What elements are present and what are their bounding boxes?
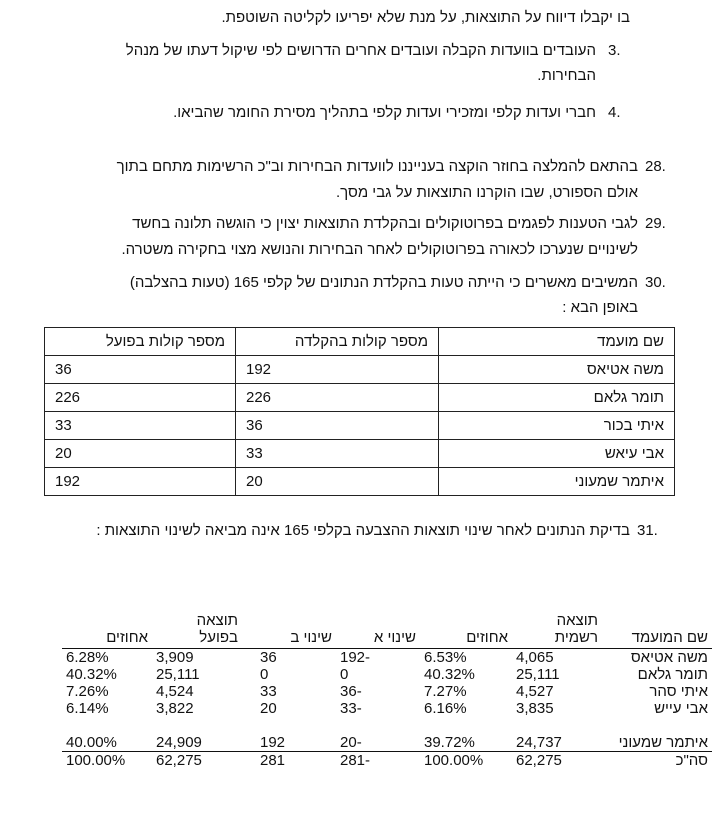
cell-typed: 36 — [236, 412, 439, 440]
table-header-row — [45, 328, 675, 356]
item-4-number: 4. — [608, 104, 621, 121]
cell-pct-official: 100.00% — [424, 752, 484, 769]
table-row — [45, 468, 675, 496]
cell-change-b: 281 — [260, 752, 286, 769]
cell-name: איתמר שמעוני — [602, 717, 712, 752]
cell-change-a: -281 — [340, 752, 371, 769]
paragraph-top: בו יקבלו דיווח על התוצאות, על מנת שלא יפריעו לקליטה השוטפת. — [221, 9, 630, 26]
cell-actual: 226 — [45, 384, 236, 412]
paragraph-28-number: 28. — [645, 158, 666, 175]
cell-pct-official: 40.32% — [424, 666, 475, 683]
table-row — [62, 717, 712, 752]
cell-pct-official: 6.53% — [424, 649, 467, 666]
table-row — [45, 356, 675, 384]
paragraph-30-number: 30. — [645, 274, 666, 291]
cell-actual: 192 — [45, 468, 236, 496]
paragraph-30-line1: המשיבים מאשרים כי הייתה טעות בהקלדת הנתונים של קלפי 165 (טעות בהצלבה) — [129, 274, 638, 291]
cell-official: 3,835 — [516, 700, 554, 717]
cell-typed: 226 — [236, 384, 439, 412]
cell-actual: 3,822 — [156, 700, 194, 717]
header-typed-votes: מספר קולות בהקלדה — [236, 328, 439, 356]
header-change-a: שינוי א — [336, 612, 420, 649]
table-row — [45, 440, 675, 468]
paragraph-29-line1: לגבי הטענות לפגמים בפרוטוקולים ובהקלדת התוצאות יצוין כי הוגשה תלונה בחשד — [132, 215, 638, 232]
cell-actual: 4,524 — [156, 683, 194, 700]
header-official-result: תוצאה רשמית — [512, 612, 602, 649]
item-3-line1: העובדים בוועדות הקבלה ועובדים אחרים הדרושים לפי שיקול דעתו של מנהל — [125, 42, 596, 59]
cell-actual: 25,111 — [156, 666, 200, 683]
cell-change-a: -33 — [340, 700, 362, 717]
cell-change-b: 20 — [260, 700, 277, 717]
cell-pct-official: 7.27% — [424, 683, 467, 700]
cell-official: 24,737 — [512, 717, 602, 752]
cell-pct-official: 39.72% — [420, 717, 512, 752]
table-row — [62, 683, 712, 700]
paragraph-30-line2: באופן הבא : — [562, 299, 638, 316]
table-row — [62, 700, 712, 717]
item-4-line1: חברי ועדות קלפי ומזכירי ועדות קלפי בתהליך מסירת החומר שהביאו. — [173, 104, 596, 121]
cell-pct-actual: 6.14% — [66, 700, 109, 717]
cell-name: סה"כ — [675, 752, 708, 769]
cell-pct-actual: 40.32% — [66, 666, 117, 683]
paragraph-31-line1: בדיקת הנתונים לאחר שינוי תוצאות ההצבעה בקלפי 165 אינה מביאה לשינוי התוצאות : — [96, 522, 630, 539]
table-row — [45, 384, 675, 412]
cell-pct-actual: 100.00% — [66, 752, 126, 769]
paragraph-29-number: 29. — [645, 215, 666, 232]
cell-pct-actual: 40.00% — [62, 717, 152, 752]
cell-change-a: -20 — [336, 717, 420, 752]
cell-typed: 192 — [236, 356, 439, 384]
paragraph-29-line2: לשינויים שנערכו לכאורה בפרוטוקולים לאחר הבחירות והנושא מצוי בחקירה משטרה. — [121, 241, 638, 258]
cell-name: תומר גלאם — [439, 384, 675, 412]
cell-pct-actual: 6.28% — [66, 649, 109, 666]
header-actual-result: תוצאה בפועל — [152, 612, 256, 649]
cell-typed: 33 — [236, 440, 439, 468]
table-row — [45, 412, 675, 440]
results-table — [62, 612, 712, 769]
header-percent-actual: אחוזים — [62, 612, 152, 649]
cell-actual: 24,909 — [152, 717, 256, 752]
header-candidate-name: שם המועמד — [602, 612, 712, 649]
header-actual-votes: מספר קולות בפועל — [45, 328, 236, 356]
cell-name: אבי עייש — [654, 700, 708, 717]
cell-pct-official: 6.16% — [424, 700, 467, 717]
cell-official: 4,065 — [516, 649, 554, 666]
cell-change-b: 0 — [260, 666, 269, 683]
cell-actual: 36 — [45, 356, 236, 384]
cell-change-a: 0 — [340, 666, 349, 683]
cell-change-a: -36 — [340, 683, 362, 700]
cell-actual: 3,909 — [156, 649, 194, 666]
cell-name: תומר גלאם — [637, 666, 708, 683]
cell-official: 4,527 — [516, 683, 554, 700]
cell-change-b: 36 — [260, 649, 277, 666]
cell-name: משה אטיאס — [439, 356, 675, 384]
candidates-votes-table — [44, 327, 675, 496]
cell-actual: 62,275 — [156, 752, 202, 769]
cell-change-a: -192 — [340, 649, 371, 666]
cell-name: אבי עיאש — [439, 440, 675, 468]
paragraph-28-line1: בהתאם להמלצה בחוזר הוקצה בענייננו לוועדות הבחירות וב"כ הרשימות מתחם בתוך — [116, 158, 638, 175]
item-3-number: 3. — [608, 42, 621, 59]
total-row — [62, 752, 712, 770]
cell-change-b: 192 — [256, 717, 336, 752]
table-row — [62, 649, 712, 667]
cell-official: 62,275 — [516, 752, 562, 769]
paragraph-31-number: 31. — [637, 522, 658, 539]
header-percent-official: אחוזים — [420, 612, 512, 649]
cell-pct-actual: 7.26% — [66, 683, 109, 700]
cell-actual: 33 — [45, 412, 236, 440]
cell-change-b: 33 — [260, 683, 277, 700]
table-row — [62, 666, 712, 683]
cell-name: איתי בכור — [439, 412, 675, 440]
header-candidate-name: שם מועמד — [439, 328, 675, 356]
paragraph-28-line2: אולם הספורט, שבו הוקרנו התוצאות על גבי מסך. — [335, 184, 638, 201]
cell-typed: 20 — [236, 468, 439, 496]
header-change-b: שינוי ב — [256, 612, 336, 649]
cell-actual: 20 — [45, 440, 236, 468]
cell-name: איתי סהר — [649, 683, 708, 700]
table-header-row — [62, 612, 712, 649]
cell-name: איתמר שמעוני — [439, 468, 675, 496]
item-3-line2: הבחירות. — [537, 67, 596, 84]
cell-name: משה אטיאס — [630, 649, 708, 666]
cell-official: 25,111 — [516, 666, 560, 683]
